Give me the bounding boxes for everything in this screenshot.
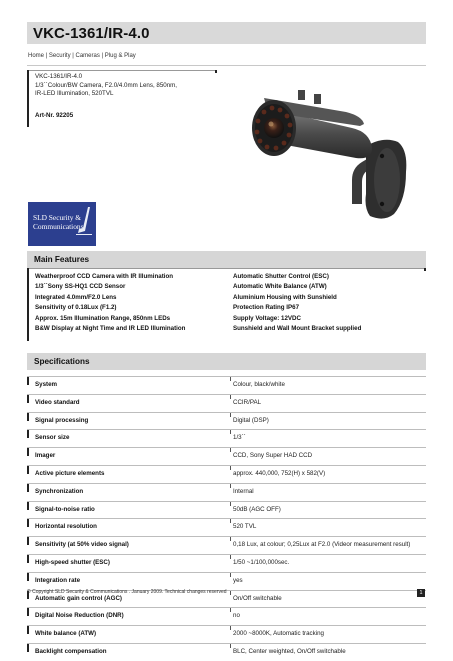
divider: [27, 65, 426, 66]
breadcrumb-security[interactable]: Security: [48, 53, 71, 59]
company-logo: [28, 202, 96, 246]
spec-label: Synchronization: [35, 487, 84, 495]
spec-label: High-speed shutter (ESC): [35, 558, 110, 566]
feature-item: 1/3``Sony SS-HQ1 CCD Sensor: [35, 283, 126, 291]
breadcrumb-cameras[interactable]: Cameras: [75, 53, 100, 59]
table-row: [27, 429, 426, 447]
spec-value: 1/50 ~1/100,000sec.: [233, 558, 290, 566]
logo-mark-icon: [76, 207, 92, 237]
spec-label: Horizontal resolution: [35, 523, 97, 531]
specifications-header: [27, 353, 426, 370]
camera-image: [234, 76, 414, 226]
table-row: [27, 483, 426, 501]
spec-value: 50dB (AGC OFF): [233, 505, 281, 513]
table-row: [27, 554, 426, 572]
feature-item: Protection Rating IP67: [233, 304, 300, 312]
page-title: VKC-1361/IR-4.0: [33, 25, 150, 42]
feature-item: Sunshield and Wall Mount Bracket supplied: [233, 325, 362, 333]
feature-item: Weatherproof CCD Camera with IR Illumination: [35, 273, 174, 280]
spec-label: Digital Noise Reduction (DNR): [35, 612, 124, 620]
breadcrumb-separator: |: [44, 53, 49, 59]
table-row: [27, 447, 426, 465]
logo-text: Communications: [33, 222, 84, 231]
logo-text: SLD Security &: [33, 213, 82, 222]
product-model: VKC-1361/IR-4.0: [35, 73, 83, 80]
spec-value: Internal: [233, 487, 254, 495]
spec-value: BLC, Center weighted, On/Off switchable: [233, 647, 346, 655]
table-row: [27, 376, 426, 394]
article-number: Art-Nr. 92205: [35, 112, 74, 119]
product-spec-line: IR-LED Illumination, 520TVL: [35, 90, 114, 98]
box-corner-marker: [424, 268, 426, 271]
feature-item: Integrated 4.0mm/F2.0 Lens: [35, 293, 117, 301]
table-row: [27, 643, 426, 661]
breadcrumb-plug-play[interactable]: Plug & Play: [104, 53, 136, 59]
section-title: Specifications: [34, 357, 90, 366]
footer-copyright: [27, 589, 227, 595]
table-row: [27, 412, 426, 430]
table-row: [27, 394, 426, 412]
breadcrumb-separator: |: [70, 53, 76, 59]
spec-value: CCIR/PAL: [233, 398, 262, 406]
spec-value: no: [233, 612, 240, 620]
specifications-table: [27, 376, 426, 661]
copyright-text: Copyright SLD Security & Communications . January 2009. Technical changes reserved: [32, 589, 227, 595]
box-left-marker: [27, 268, 29, 341]
spec-label: Active picture elements: [35, 469, 105, 477]
spec-value: On/Off switchable: [233, 594, 282, 602]
spec-label: Signal-to-noise ratio: [35, 505, 95, 513]
spec-value: 2000 ~8000K, Automatic tracking: [233, 630, 324, 638]
product-spec-line: 1/3``Colour/BW Camera, F2.0/4.0mm Lens, 850nm,: [35, 81, 178, 89]
spec-label: Automatic gain control (AGC): [35, 594, 122, 602]
feature-item: Approx. 15m Illumination Range, 850nm LEDs: [35, 314, 171, 322]
features-right-column: [233, 272, 361, 334]
table-row: [27, 465, 426, 483]
table-row: [27, 518, 426, 536]
breadcrumb-home[interactable]: Home: [28, 53, 45, 59]
table-row: [27, 536, 426, 554]
copyright-icon: ©: [27, 589, 31, 595]
spec-value: 1/3``: [233, 434, 246, 442]
feature-item: B&W Display at Night Time and IR LED Illumination: [35, 325, 186, 333]
table-row: [27, 501, 426, 519]
spec-label: Integration rate: [35, 576, 81, 584]
page-number: 1: [417, 589, 425, 597]
main-features-header: [27, 251, 426, 268]
feature-item: Automatic Shutter Control (ESC): [233, 273, 329, 280]
spec-value: yes: [233, 576, 243, 584]
spec-label: White balance (ATW): [35, 630, 97, 638]
spec-label: System: [35, 381, 58, 388]
breadcrumb-separator: |: [99, 53, 105, 59]
product-description: [35, 73, 177, 99]
table-row: [27, 572, 426, 590]
box-corner-marker: [215, 70, 217, 73]
spec-value: CCD, Sony Super HAD CCD: [233, 452, 313, 460]
spec-label: Signal processing: [35, 416, 89, 424]
section-title: Main Features: [34, 255, 90, 264]
spec-label: Imager: [35, 452, 56, 460]
spec-label: Backlight compensation: [35, 647, 107, 655]
spec-label: Sensitivity (at 50% video signal): [35, 541, 129, 549]
feature-item: Supply Voltage: 12VDC: [233, 314, 301, 322]
feature-item: Sensitivity of 0.18Lux (F1.2): [35, 304, 117, 312]
box-top-line: [27, 268, 426, 269]
spec-value: Colour, black/white: [233, 381, 285, 388]
spec-value: 0,18 Lux, at colour; 0,25Lux at F2.0 (Videor measurement result): [233, 541, 411, 549]
features-left-column: [35, 272, 185, 334]
spec-value: 520 TVL: [233, 523, 257, 531]
title-bar: [27, 22, 426, 44]
feature-item: Automatic White Balance (ATW): [233, 283, 327, 291]
spec-value: approx. 440,000, 752(H) x 582(V): [233, 469, 326, 477]
spec-label: Video standard: [35, 398, 80, 406]
table-row: [27, 625, 426, 643]
box-left-marker: [27, 70, 29, 127]
feature-item: Aluminium Housing with Sunshield: [233, 293, 337, 301]
box-top-line: [27, 70, 217, 71]
bullet-camera-illustration: [234, 76, 414, 226]
breadcrumb: [28, 53, 136, 59]
spec-value: Digital (DSP): [233, 416, 269, 424]
spec-label: Sensor size: [35, 434, 70, 442]
product-summary: [27, 70, 217, 136]
table-row: [27, 607, 426, 625]
